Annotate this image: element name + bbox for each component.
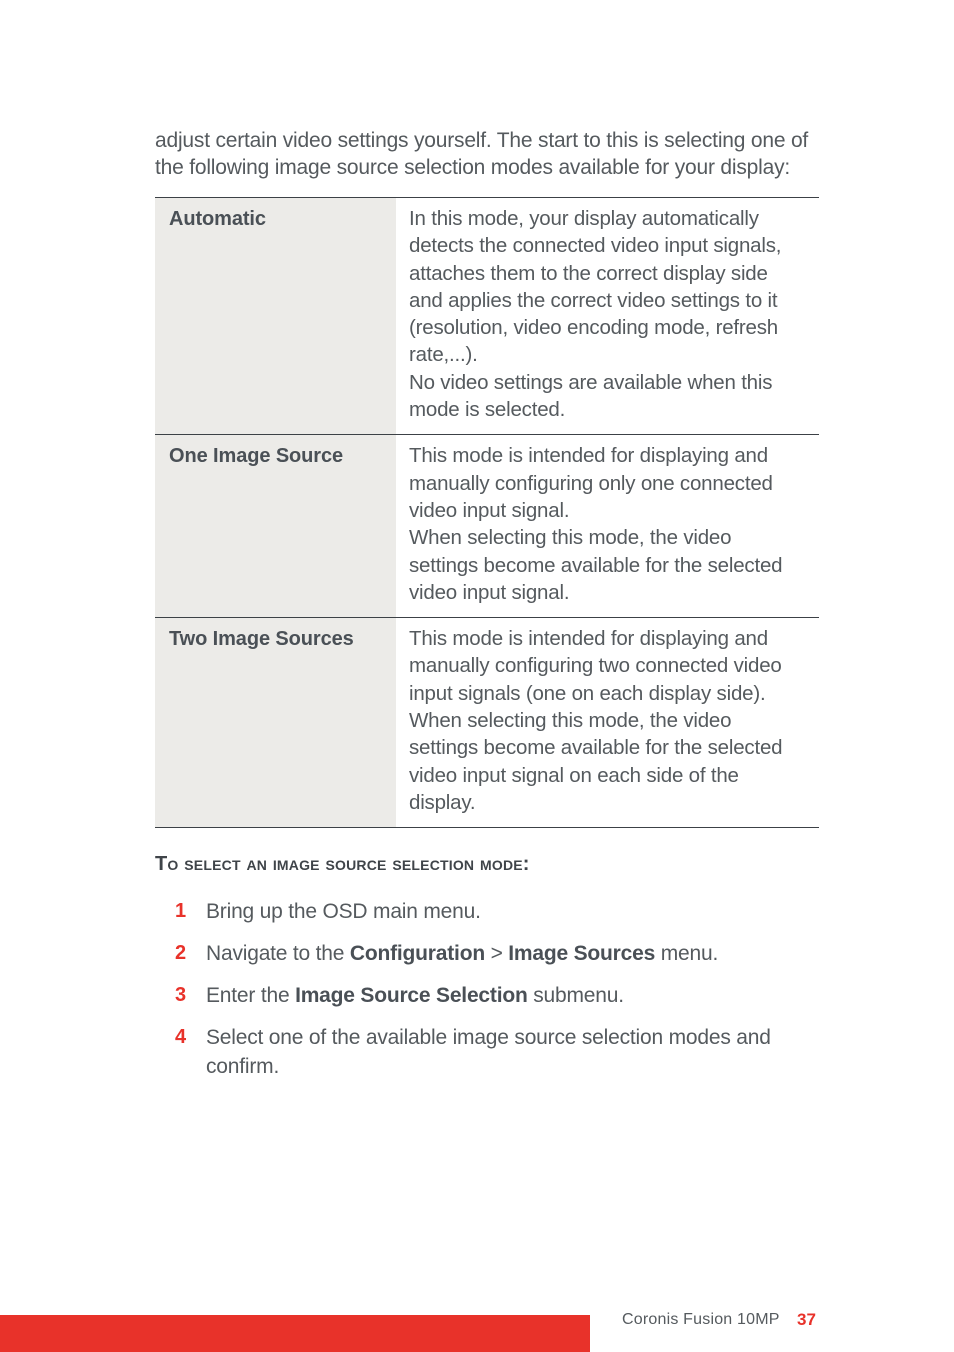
- desc-line: In this mode, your display automatically: [409, 207, 759, 230]
- intro-paragraph: [155, 127, 825, 181]
- footer-product-name: Coronis Fusion 10MP: [622, 1311, 780, 1328]
- desc-line: video input signal.: [409, 580, 570, 604]
- intro-line: adjust certain video settings yourself. The start to this is selecting one of: [155, 129, 809, 152]
- mode-description: [396, 435, 819, 617]
- mode-name: Automatic: [155, 198, 396, 434]
- desc-line: rate,...).: [409, 343, 478, 367]
- step-text-line: Select one of the available image source selection modes and: [206, 1026, 771, 1049]
- menu-name-image-sources: Image Sources: [508, 942, 656, 965]
- step-item: [155, 897, 819, 926]
- desc-line: mode is selected.: [409, 398, 566, 422]
- procedure-heading: To select an image source selection mode:: [155, 853, 530, 875]
- desc-line: video input signal on each side of the: [409, 763, 739, 787]
- step-number: 3: [175, 984, 187, 1006]
- step-item: [155, 1023, 819, 1081]
- desc-line: This mode is intended for displaying and: [409, 444, 768, 468]
- mode-row-automatic: [155, 198, 819, 435]
- step-number: 1: [175, 900, 187, 922]
- mode-description: [396, 198, 819, 434]
- step-text: [206, 939, 819, 968]
- mode-row-two-image-sources: [155, 618, 819, 828]
- desc-line: (resolution, video encoding mode, refresh: [409, 316, 778, 340]
- step-text-part: Enter the: [206, 984, 296, 1007]
- mode-name: One Image Source: [155, 435, 396, 617]
- desc-line: settings become available for the selected: [409, 736, 783, 760]
- desc-line: input signals (one on each display side).: [409, 681, 766, 705]
- step-text-part: submenu.: [527, 984, 624, 1007]
- step-number: 2: [175, 942, 187, 964]
- step-number: 4: [175, 1026, 187, 1048]
- desc-line: manually configuring two connected video: [409, 654, 782, 678]
- mode-table: [155, 197, 819, 828]
- desc-line: settings become available for the selected: [409, 553, 783, 577]
- footer-accent-bar: [0, 1315, 590, 1352]
- step-text: [206, 1023, 819, 1081]
- procedure-steps: [155, 897, 819, 1094]
- desc-line: video input signal.: [409, 498, 570, 522]
- desc-line: When selecting this mode, the video: [409, 526, 732, 550]
- desc-line: attaches them to the correct display side: [409, 261, 768, 285]
- desc-line: detects the connected video input signals,: [409, 234, 782, 258]
- desc-line: and applies the correct video settings to it: [409, 288, 778, 312]
- step-item: [155, 939, 819, 968]
- desc-line: display.: [409, 790, 476, 814]
- footer-page-number: 37: [797, 1310, 816, 1329]
- menu-name-image-source-selection: Image Source Selection: [295, 984, 528, 1007]
- mode-row-one-image-source: [155, 435, 819, 618]
- step-text-line: confirm.: [206, 1055, 280, 1078]
- step-text-part: >: [484, 942, 509, 965]
- desc-line: No video settings are available when this: [409, 370, 773, 394]
- mode-description: [396, 618, 819, 827]
- step-text-part: menu.: [655, 942, 719, 965]
- mode-name: Two Image Sources: [155, 618, 396, 827]
- menu-name-configuration: Configuration: [349, 942, 485, 965]
- step-item: [155, 981, 819, 1010]
- intro-line: the following image source selection modes available for your display:: [155, 156, 791, 179]
- step-text-part: Navigate to the: [206, 942, 350, 965]
- step-text: Bring up the OSD main menu.: [206, 900, 481, 923]
- step-text: [206, 981, 819, 1010]
- desc-line: This mode is intended for displaying and: [409, 627, 768, 651]
- desc-line: When selecting this mode, the video: [409, 709, 732, 733]
- desc-line: manually configuring only one connected: [409, 471, 773, 495]
